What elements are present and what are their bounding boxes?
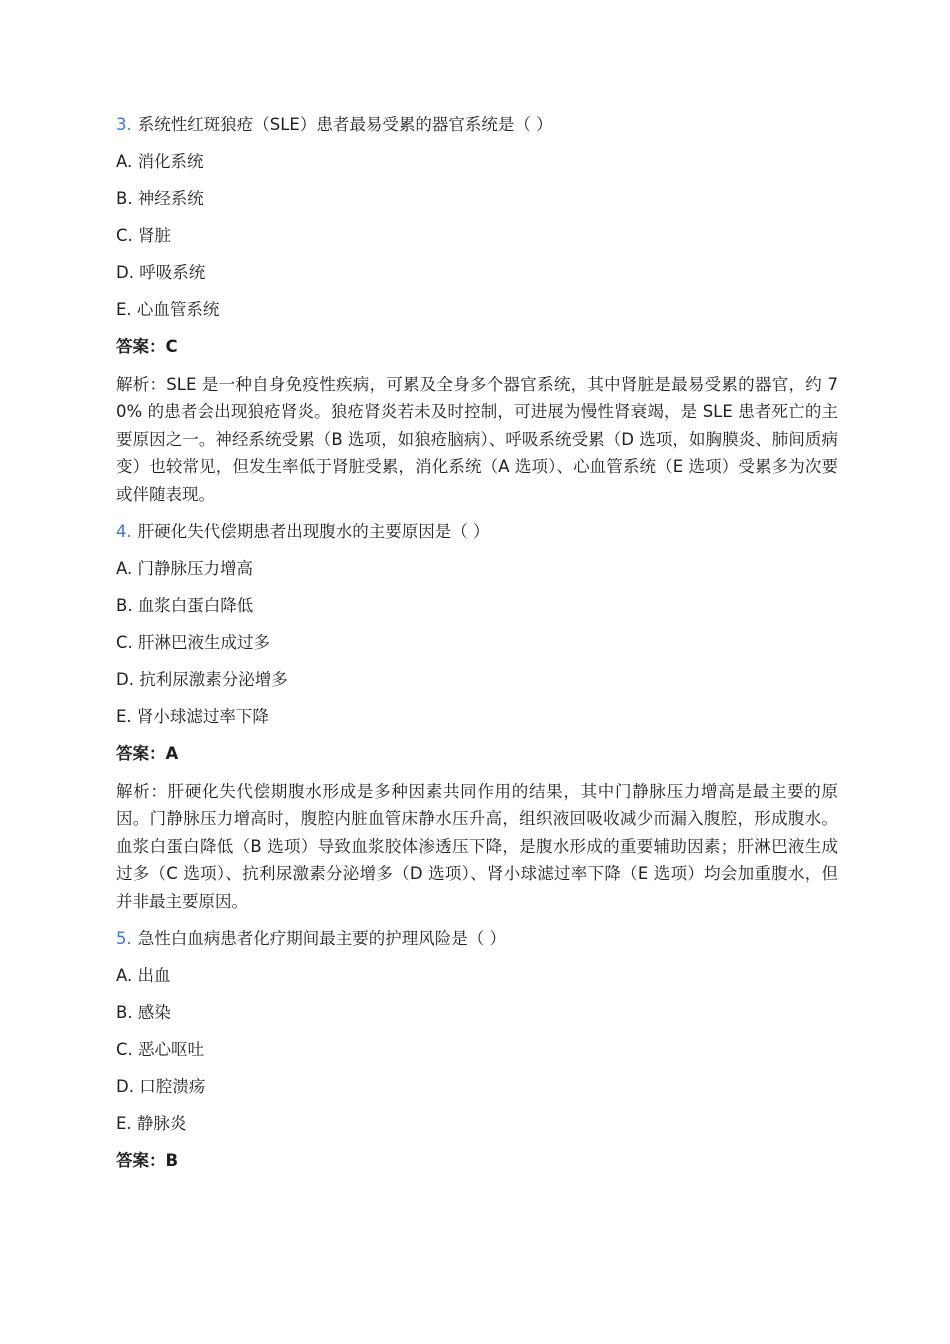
option-a: A. 消化系统 bbox=[116, 152, 204, 171]
answer bbox=[116, 741, 838, 767]
answer-label: 答案： bbox=[116, 1151, 166, 1171]
answer-label: 答案： bbox=[116, 337, 166, 356]
question-title bbox=[116, 112, 838, 138]
option-b: B. 血浆白蛋白降低 bbox=[116, 596, 254, 616]
question-text: 急性白血病患者化疗期间最主要的护理风险是（ ） bbox=[137, 929, 506, 949]
question-text: 系统性红斑狼疮（SLE）患者最易受累的器官系统是（ ） bbox=[137, 115, 553, 134]
option-d: D. 呼吸系统 bbox=[116, 263, 206, 282]
option-d: D. 口腔溃疡 bbox=[116, 1077, 206, 1097]
option-a: A. 出血 bbox=[116, 966, 171, 986]
answer-value: A bbox=[165, 744, 179, 764]
document-page bbox=[116, 112, 838, 1185]
option-a: A. 门静脉压力增高 bbox=[116, 559, 253, 579]
option-c: C. 恶心呕吐 bbox=[116, 1040, 205, 1060]
question-3 bbox=[116, 112, 838, 508]
option-e: E. 心血管系统 bbox=[116, 300, 220, 319]
option-d: D. 抗利尿激素分泌增多 bbox=[116, 670, 288, 690]
analysis: 解析：肝硬化失代偿期腹水形成是多种因素共同作用的结果，其中门静脉压力增高是最主要的原因。门静脉压力增高时，腹腔内脏血管床静水压升高，组织液回吸收减少而漏入腹腔，形成腹水。血浆白蛋白降低（B 选项）导致血浆胶体渗透压下降，是腹水形成的重要辅助因素；肝淋巴液生成过多（C 选项）、抗利尿激素分泌增多（D 选项）、肾小球滤过率下降（E 选项）均会加重腹水，但并非最主要原因。 bbox=[116, 782, 838, 911]
question-number: 3. bbox=[116, 115, 132, 134]
answer-value: C bbox=[165, 337, 178, 356]
question-text: 肝硬化失代偿期患者出现腹水的主要原因是（ ） bbox=[137, 522, 490, 542]
question-4 bbox=[116, 519, 838, 915]
question-number: 5. bbox=[116, 929, 132, 949]
option-c: C. 肝淋巴液生成过多 bbox=[116, 633, 271, 653]
question-title bbox=[116, 926, 838, 952]
answer-label: 答案： bbox=[116, 744, 166, 764]
answer-value: B bbox=[165, 1151, 179, 1171]
option-c: C. 肾脏 bbox=[116, 226, 172, 245]
option-e: E. 肾小球滤过率下降 bbox=[116, 707, 269, 727]
question-title bbox=[116, 519, 838, 545]
option-b: B. 感染 bbox=[116, 1003, 171, 1023]
analysis: 解析：SLE 是一种自身免疫性疾病，可累及全身多个器官系统，其中肾脏是最易受累的器官，约 70% 的患者会出现狼疮肾炎。狼疮肾炎若未及时控制，可进展为慢性肾衰竭，是 SLE 患者死亡的主要原因之一。神经系统受累（B 选项，如狼疮脑病）、呼吸系统受累（D 选项，如胸膜炎、肺间质病变）也较常见，但发生率低于肾脏受累，消化系统（A 选项）、心血管系统（E 选项）受累多为次要或伴随表现。 bbox=[116, 375, 838, 504]
question-number: 4. bbox=[116, 522, 132, 542]
option-e: E. 静脉炎 bbox=[116, 1114, 187, 1134]
answer bbox=[116, 334, 838, 360]
answer bbox=[116, 1148, 838, 1174]
question-5 bbox=[116, 926, 838, 1174]
option-b: B. 神经系统 bbox=[116, 189, 204, 208]
